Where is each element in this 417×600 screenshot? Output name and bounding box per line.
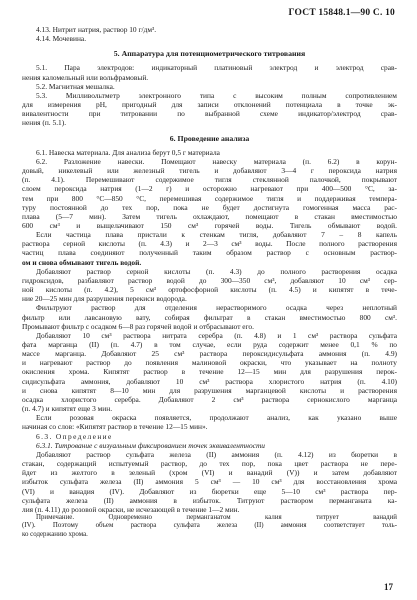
heading-6-3: 6.3. Определение xyxy=(36,431,113,441)
item-4-14: 4.14. Мочевина. xyxy=(36,34,87,44)
document-body xyxy=(22,25,397,539)
heading-6-3-1: 6.3.1. Титрование с визуальным фиксированием точек эквивалентности xyxy=(36,440,265,450)
paragraph-6-2-acid: Добавляют раствор серной кислоты (п. 4.3) до полного растворения осадка гидроксидов, разбавляют раствор водой до 300—350 см³, добавляют 10 см³ сер- ной кислоты (п. 4.2), 5 см³ ортофосфорной кислоты (п. 4.5) и кипятят в тече- ние 20—25 мин для разрушения перекиси водорода. xyxy=(22,266,397,304)
paragraph-6-2-oxidation: Добавляют 10 см³ раствора нитрата серебра (п. 4.8) и 1 см³ раствора сульфата фата марганца (II) (п. 4.7) в том случае, если руда содержит менее 0,1 % по массе марганца. Добавляют 25 см³ раствора пероксидисульфата аммония (п. 4.9) и нагревают раствор до появления малиновой окраски, что указывает на полноту окисления хрома. Кипятят раствор в течение 12—15 мин для разрушения перок- сидисульфата аммония, добавляют 10 см³ раствора хлористого натрия (п. 4.10) и снова кипятят 8—10 мин для разрушения марганцевой кислоты и растворения осадка хлористого серебра. Добавляют 2 см³ раствора сернокислого марганца (п. 4.7) и кипятят еще 3 мин. xyxy=(22,330,397,414)
section-6-title: 6. Проведение анализа xyxy=(169,133,250,143)
paragraph-6-1: 6.1. Навеска материала. Для анализа берут 0,5 г материала xyxy=(36,147,220,157)
paragraph-6-2-filter: Фильтруют раствор для отделения нерастворимого осадка через неплотный фильтр или лавсановую вату, собирая фильтрат в стакан вместимостью 800 см³. Промывают фильтр с осадком 6—8 раз горячей водой и отбрасывают его. xyxy=(22,303,397,331)
paragraph-6-2: 6.2. Разложение навески. Помещают навеску материала (п. 6.2) в корун- довый, никелевый или железный тигель и добавляют 3—4 г пероксида натрия (п. 4.1). Перемешивают содержимое тигля стеклянной палочкой, покрывают слоем пероксида натрия (1—2 г) и осторожно нагревают при 400—500 °С, за- тем при 800 °С—850 °С, перемешивая содержимое тигля и поддерживая темпера- туру постоянной до тех пор, пока не будет достигнута гомогенная масса рас- плава (5—7 мин). Затем тигель охлаждают, помещают в стакан вместимостью 600 см³ и выщелачивают 150 см³ горячей воды. Тигель обмывают водой. Если частица плава пристали к стенкам тигля, добавляют 7 – 8 капель раствора серной кислоты (п. 4.3) и 2—3 см³ воды. После полного растворения частиц плава соединяют полученный таким образом раствор с основным раствор- ом и снова обмывают тигель водой. xyxy=(22,156,397,267)
paragraph-5-3: 5.3. Милливольтметр электронного типа с высоким полным сопротивлением для измерения pH, пригодный для записи отклонений потенциала в точке эк- вивалентности при титровании по выбранной схеме индикатор/электрод срав- нения (п. 5.1). xyxy=(22,90,397,128)
paragraph-5-1: 5.1. Пара электродов: индикаторный платиновый электрод и электрод срав- нения каломельный или вольфрамовый. xyxy=(22,63,397,82)
section-5-title: 5. Аппаратура для потенциометрического титрования xyxy=(113,49,306,59)
running-header: ГОСТ 15848.1—90 С. 10 xyxy=(288,8,395,18)
paragraph-6-2-pink: Если розовая окраска появляется, продолжают анализ, как указано выше начиная со слов: «Кипятят раствор в течение 12—15 мин». xyxy=(22,413,397,432)
page-number: 17 xyxy=(384,582,393,592)
note: Примечание. Одновременно перманганатом калия титрует ванадий (IV). Поэтому объем раствора сульфата железа (II) аммония соответствует толь- ко содержанию хрома. xyxy=(22,513,397,538)
paragraph-6-3-1: Добавляют раствор сульфата железа (II) аммония (п. 4.12) из бюретки в стакан, содержащий испытуемый раствор, до тех пор, пока цвет раствора не пере- йдет из желтого в зеленый (хром (VI) и ванадий (V)) и затем добавляют избыток сульфата железа (II) аммония 5 см³ — 10 см³ для восстановления хрома (VI) и ванадия (IV). Добавляют из бюретки еще 5—10 см³ раствора пер- сульфата железа (II) аммония в избыток. Титруют раствором перманганата ка- лия (п. 4.11) до розовой окраски, не исчезающей в течение 1—2 мин. xyxy=(22,449,397,514)
paragraph-5-2: 5.2. Магнитная мешалка. xyxy=(36,81,115,91)
item-4-13: 4.13. Нитрит натрия, раствор 10 г/дм³. xyxy=(36,25,157,34)
